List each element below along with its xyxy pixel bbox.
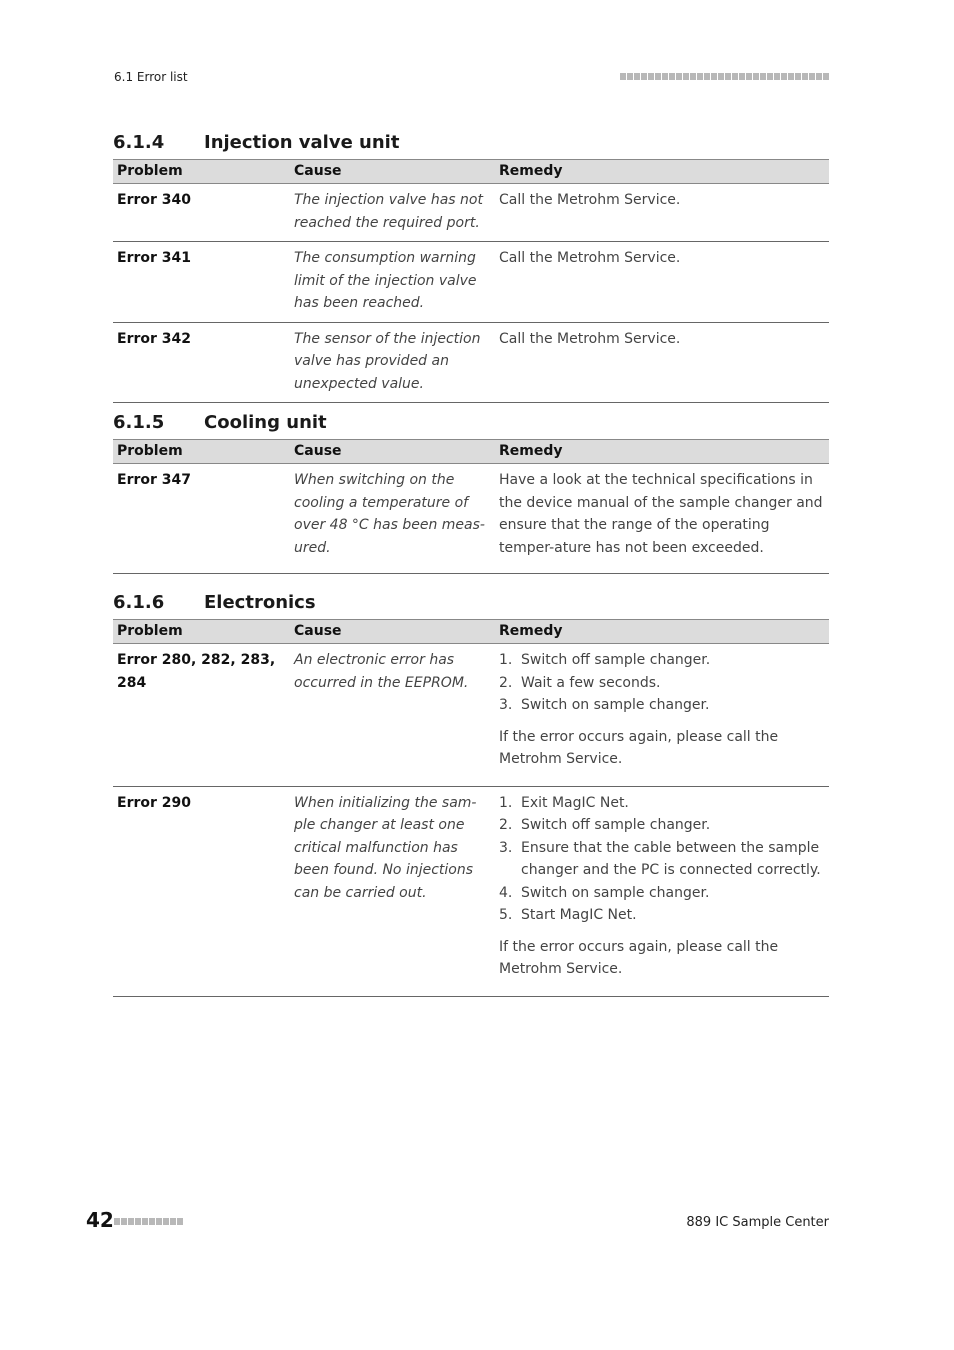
cause-cell: When initializing the sam-ple changer at least one critical malfunction has been found. No injections can be carried out. bbox=[290, 786, 495, 996]
error-table bbox=[113, 619, 829, 997]
problem-cell: Error 342 bbox=[113, 322, 290, 403]
remedy-steps bbox=[499, 649, 825, 717]
header-decoration bbox=[620, 73, 829, 80]
error-table bbox=[113, 439, 829, 574]
section-title: Cooling unit bbox=[204, 411, 327, 433]
remedy-steps bbox=[499, 792, 825, 927]
footer-decoration bbox=[114, 1218, 183, 1225]
table-row bbox=[113, 242, 829, 323]
problem-cell: Error 341 bbox=[113, 242, 290, 323]
section-number: 6.1.6 bbox=[113, 591, 165, 613]
remedy-step: Start MagIC Net. bbox=[521, 907, 637, 923]
remedy-step: Switch off sample changer. bbox=[521, 817, 711, 833]
section-number: 6.1.4 bbox=[113, 131, 165, 153]
column-header-problem: Problem bbox=[113, 160, 290, 184]
problem-cell: Error 290 bbox=[113, 786, 290, 996]
error-table bbox=[113, 159, 829, 403]
cause-cell: An electronic error has occurred in the EEPROM. bbox=[290, 644, 495, 787]
remedy-step: Switch off sample changer. bbox=[521, 652, 711, 668]
column-header-cause: Cause bbox=[290, 160, 495, 184]
remedy-note: If the error occurs again, please call the Metrohm Service. bbox=[499, 728, 779, 767]
column-header-remedy: Remedy bbox=[495, 160, 829, 184]
remedy-cell: Call the Metrohm Service. bbox=[495, 184, 829, 242]
column-header-problem: Problem bbox=[113, 440, 290, 464]
remedy-cell bbox=[495, 644, 829, 787]
table-header-row bbox=[113, 160, 829, 184]
remedy-cell: Have a look at the technical specifications in the device manual of the sample changer and ensure that the range of the operating temper-ature has not been exceeded. bbox=[495, 464, 829, 574]
cause-cell: The injection valve has not reached the required port. bbox=[290, 184, 495, 242]
column-header-cause: Cause bbox=[290, 440, 495, 464]
table-row bbox=[113, 322, 829, 403]
remedy-step: Switch on sample changer. bbox=[521, 884, 710, 901]
remedy-note: If the error occurs again, please call the Metrohm Service. bbox=[499, 938, 779, 977]
page-number: 42 bbox=[86, 1208, 114, 1232]
table-row bbox=[113, 786, 829, 996]
section-electronics bbox=[113, 591, 829, 997]
cause-cell: The sensor of the injection valve has provided an unexpected value. bbox=[290, 322, 495, 403]
section-number: 6.1.5 bbox=[113, 411, 165, 433]
section-injection-valve-unit bbox=[113, 131, 829, 403]
section-title: Injection valve unit bbox=[204, 131, 400, 153]
remedy-step: Exit MagIC Net. bbox=[521, 794, 629, 811]
problem-cell: Error 280, 282, 283, 284 bbox=[113, 644, 290, 787]
column-header-remedy: Remedy bbox=[495, 620, 829, 644]
footer-product-name: 889 IC Sample Center bbox=[686, 1215, 829, 1230]
column-header-remedy: Remedy bbox=[495, 440, 829, 464]
table-row bbox=[113, 464, 829, 574]
section-cooling-unit bbox=[113, 411, 829, 574]
table-header-row bbox=[113, 440, 829, 464]
remedy-cell bbox=[495, 786, 829, 996]
cause-cell: When switching on the cooling a temperature of over 48 °C has been meas-ured. bbox=[290, 464, 495, 574]
remedy-step: Ensure that the cable between the sample changer and the PC is connected correctly. bbox=[521, 839, 821, 878]
table-header-row bbox=[113, 620, 829, 644]
problem-cell: Error 347 bbox=[113, 464, 290, 574]
running-head-title: 6.1 Error list bbox=[114, 70, 188, 84]
section-title: Electronics bbox=[204, 591, 316, 613]
section-heading bbox=[113, 131, 829, 153]
column-header-problem: Problem bbox=[113, 620, 290, 644]
column-header-cause: Cause bbox=[290, 620, 495, 644]
remedy-cell: Call the Metrohm Service. bbox=[495, 242, 829, 323]
table-row bbox=[113, 644, 829, 787]
remedy-step: Switch on sample changer. bbox=[521, 697, 710, 713]
cause-cell: The consumption warning limit of the injection valve has been reached. bbox=[290, 242, 495, 323]
section-heading bbox=[113, 411, 829, 433]
problem-cell: Error 340 bbox=[113, 184, 290, 242]
remedy-cell: Call the Metrohm Service. bbox=[495, 322, 829, 403]
table-row bbox=[113, 184, 829, 242]
remedy-step: Wait a few seconds. bbox=[521, 674, 661, 691]
section-heading bbox=[113, 591, 829, 613]
